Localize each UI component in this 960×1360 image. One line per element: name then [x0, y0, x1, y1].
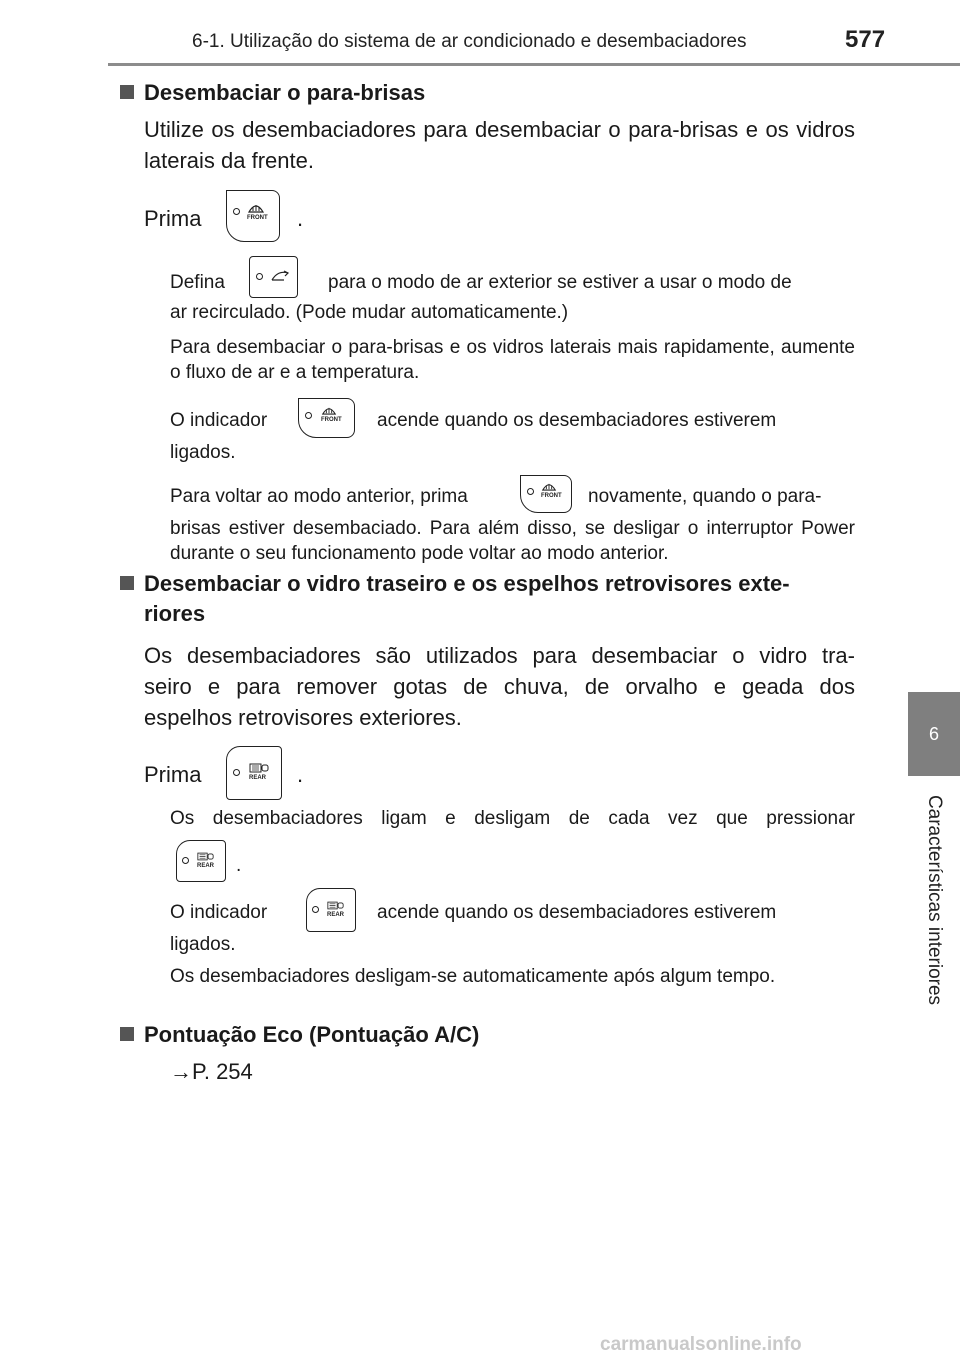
indicator-led-icon [256, 273, 263, 280]
note-text: . [236, 855, 242, 876]
section1-intro: Utilize os desembaciadores para desembaciar o para-brisas e os vidros laterais da frente. [144, 117, 855, 173]
watermark: carmanualsonline.info [600, 1334, 802, 1355]
indicator-led-icon [182, 857, 189, 864]
header-rule [108, 63, 960, 66]
note-text: Os desembaciadores ligam e desligam de cada vez que pressionar [170, 808, 855, 829]
air-intake-button-icon [249, 256, 298, 298]
section2-intro: Os desembaciadores são utilizados para desembaciar o vidro tra- [144, 643, 855, 668]
note-text: para o modo de ar exterior se estiver a usar o modo de [328, 272, 792, 293]
page-number: 577 [845, 26, 886, 53]
section-heading-text: riores [144, 601, 206, 626]
note-text: O indicador [170, 902, 268, 923]
press-label: Prima [144, 206, 202, 231]
note-text: ligados. [170, 442, 236, 463]
front-defroster-button-icon [226, 190, 280, 242]
section2-intro: seiro e para remover gotas de chuva, de orvalho e geada dos [144, 674, 855, 699]
button-label: REAR [197, 863, 215, 869]
rear-defroster-button-icon [226, 746, 282, 800]
chapter-label: Características interiores [924, 794, 945, 1006]
note-text-span: acende quando os desembaciadores estiverem [377, 410, 777, 431]
button-label: REAR [327, 912, 345, 918]
indicator-led-icon [527, 488, 534, 495]
note-text: Defina [170, 272, 225, 293]
section2-intro: espelhos retrovisores exteriores. [144, 705, 462, 730]
page-reference-link[interactable]: →P. 254 [170, 1059, 253, 1084]
note-text: novamente, quando o para- [588, 486, 822, 507]
section-heading-rear-defog [120, 569, 855, 629]
section-heading-text: Pontuação Eco (Pontuação A/C) [144, 1022, 480, 1047]
note-text: O indicador [170, 410, 268, 431]
rear-defroster-button-icon [306, 888, 356, 932]
section-heading-text: Desembaciar o para-brisas [144, 80, 426, 105]
indicator-led-icon [233, 769, 240, 776]
note-text: Para voltar ao modo anterior, prima [170, 486, 468, 507]
note-text: brisas estiver desembaciado. Para além disso, se desligar o interruptor Power durante o seu funcionamento pode voltar ao modo anterior. [170, 518, 855, 564]
note-text: acende quando os desembaciadores estiverem [377, 902, 777, 923]
note-text: ligados. [170, 934, 236, 955]
square-bullet-icon [120, 1027, 134, 1041]
period: . [297, 762, 304, 787]
button-label: FRONT [321, 417, 342, 423]
note-text: Os desembaciadores desligam-se automaticamente após algum tempo. [170, 966, 776, 987]
front-defroster-button-icon [520, 475, 572, 513]
front-defroster-button-icon [298, 398, 355, 438]
section-heading-front-defog [120, 78, 855, 108]
note-text: ar recirculado. (Pode mudar automaticamente.) [170, 302, 569, 323]
indicator-led-icon [312, 906, 319, 913]
rear-defroster-button-icon [176, 840, 226, 882]
note-text: Para desembaciar o para-brisas e os vidros laterais mais rapidamente, aumente o fluxo de ar e a temperatura. [170, 337, 855, 383]
button-label: FRONT [247, 215, 268, 221]
period: . [297, 206, 304, 231]
chapter-tab[interactable]: 6 [908, 692, 960, 776]
indicator-led-icon [305, 412, 312, 419]
running-header: 6-1. Utilização do sistema de ar condicionado e desembaciadores [192, 31, 747, 52]
indicator-led-icon [233, 208, 240, 215]
square-bullet-icon [120, 576, 134, 590]
section-heading-eco [120, 1020, 855, 1050]
note-text [377, 408, 855, 433]
section-heading-text: Desembaciar o vidro traseiro e os espelhos retrovisores exte- [144, 571, 790, 596]
button-label: REAR [249, 775, 267, 781]
press-label: Prima [144, 762, 202, 787]
square-bullet-icon [120, 85, 134, 99]
button-label: FRONT [541, 493, 562, 499]
